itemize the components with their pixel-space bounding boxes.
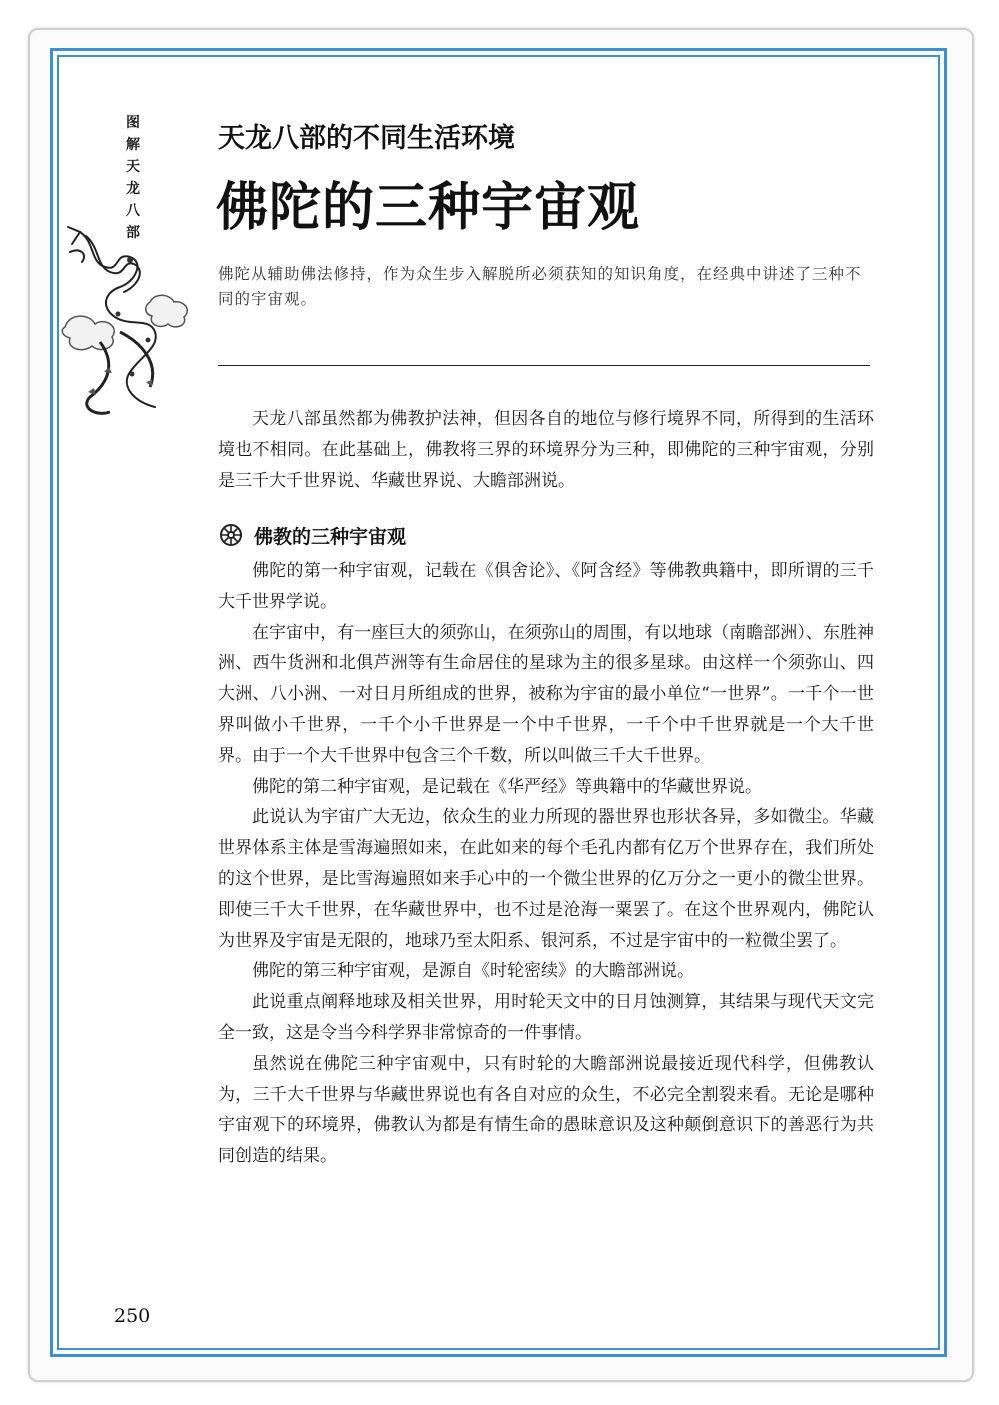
side-title-char: 图 xyxy=(126,115,140,131)
body-paragraph: 佛陀的第二种宇宙观，是记载在《华严经》等典籍中的华藏世界说。 xyxy=(252,776,762,797)
body-paragraph: 虽然说在佛陀三种宇宙观中，只有时轮的大瞻部洲说最接近现代科学，但佛教认为，三千大千世界与华藏世界说也有各自对应的众生，不必完全割裂来看。无论是哪种宇宙观下的环境界，佛教认为都是有情生命的愚昧意识及这种颠倒意识下的善恶行为共同创造的结果。 xyxy=(218,1053,874,1167)
divider xyxy=(218,365,870,366)
side-title-char: 部 xyxy=(126,225,140,241)
body-paragraph: 此说认为宇宙广大无边，依众生的业力所现的器世界也形状各异，多如微尘。华藏世界体系主体是雪海遍照如来，在此如来的每个毛孔内都有亿万个世界存在，我们所处的这个世界，是比雪海遍照如来手心中的一个微尘世界的亿万分之一更小的微尘世界。即使三千大千世界，在华藏世界中，也不过是沧海一粟罢了。在这个世界观内，佛陀认为世界及宇宙是无限的，地球乃至太阳系、银河系，不过是宇宙中的一粒微尘罢了。 xyxy=(218,807,874,951)
body-paragraph: 此说重点阐释地球及相关世界，用时轮天文中的日月蚀测算，其结果与现代天文完全一致，这是令当今科学界非常惊奇的一件事情。 xyxy=(218,992,874,1043)
article-body xyxy=(218,556,874,1172)
side-title-char: 龙 xyxy=(126,181,140,197)
side-title-char: 八 xyxy=(126,203,140,219)
section-heading xyxy=(218,520,406,550)
lead-paragraph: 天龙八部虽然都为佛教护法神，但因各自的地位与修行境界不同，所得到的生活环境也不相同。在此基础上，佛教将三界的环境界分为三种，即佛陀的三种宇宙观，分别是三千大千世界说、华藏世界说、大瞻部洲说。 xyxy=(218,409,874,491)
page-number: 250 xyxy=(114,1305,151,1327)
intro-summary: 佛陀从辅助佛法修持，作为众生步入解脱所必须获知的知识角度，在经典中讲述了三种不同的宇宙观。 xyxy=(218,265,862,308)
chapter-kicker: 天龙八部的不同生活环境 xyxy=(218,123,515,154)
body-paragraph: 佛陀的第一种宇宙观，记载在《俱舍论》、《阿含经》等佛教典籍中，即所谓的三千大千世界学说。 xyxy=(218,561,874,612)
dragon-illustration xyxy=(60,222,200,422)
side-title-char: 解 xyxy=(126,137,140,153)
side-title-char: 天 xyxy=(126,159,140,175)
page-title: 佛陀的三种宇宙观 xyxy=(216,178,641,238)
dharma-wheel-icon xyxy=(218,522,244,548)
body-paragraph: 佛陀的第三种宇宙观，是源自《时轮密续》的大瞻部洲说。 xyxy=(252,961,694,982)
body-paragraph: 在宇宙中，有一座巨大的须弥山，在须弥山的周围，有以地球（南瞻部洲）、东胜神洲、西牛货洲和北俱芦洲等有生命居住的星球为主的很多星球。由这样一个须弥山、四大洲、八小洲、一对日月所组成的世界，被称为宇宙的最小单位“一世界”。一千个一世界叫做小千世界，一千个小千世界是一个中千世界，一千个中千世界就是一个大千世界。由于一个大千世界中包含三个千数，所以叫做三千大千世界。 xyxy=(218,622,874,766)
section-title: 佛教的三种宇宙观 xyxy=(254,525,407,548)
lead-paragraph-block xyxy=(218,404,874,497)
